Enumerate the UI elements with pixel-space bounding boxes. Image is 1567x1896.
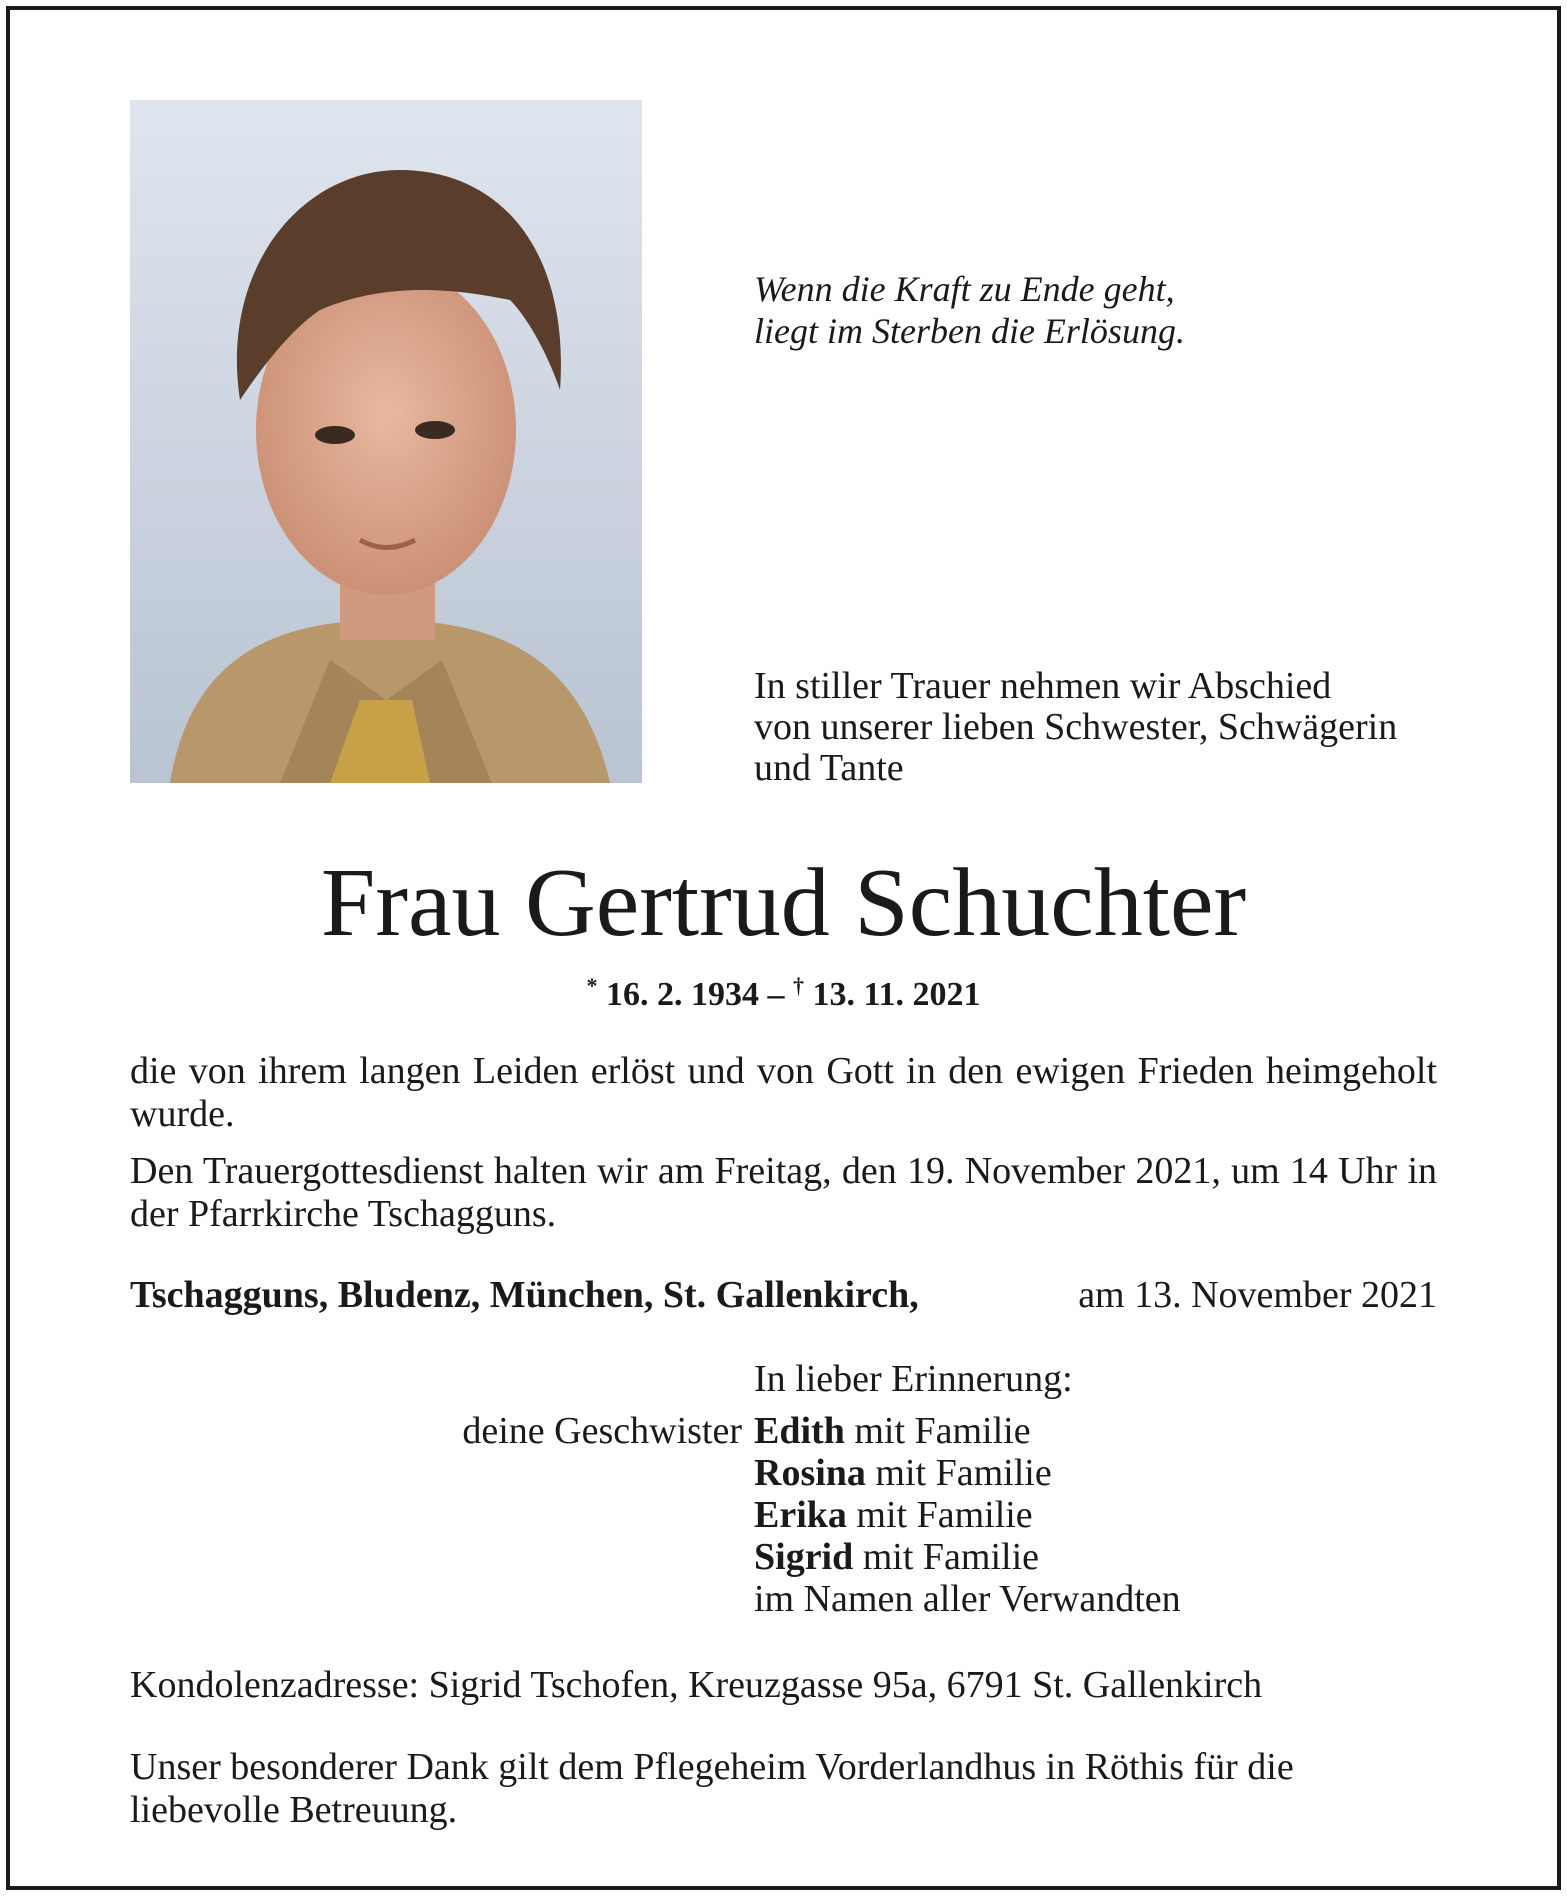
birth-date: 16. 2. 1934	[605, 976, 759, 1013]
service-paragraph: Den Trauergottesdienst halten wir am Freitag, den 19. November 2021, um 14 Uhr in der Pfarrkirche Tschagguns.	[130, 1150, 1437, 1235]
death-mark: †	[792, 973, 804, 998]
notice-date: am 13. November 2021	[1078, 1274, 1437, 1316]
deceased-name: Frau Gertrud Schuchter	[320, 849, 1247, 957]
condolence-address: Kondolenzadresse: Sigrid Tschofen, Kreuzgasse 95a, 6791 St. Gallenkirch	[130, 1664, 1263, 1706]
memory-heading: In lieber Erinnerung:	[754, 1358, 1073, 1400]
motto-line: liegt im Sterben die Erlösung.	[754, 311, 1185, 351]
date-separator: –	[767, 976, 785, 1013]
motto-quote	[754, 268, 1434, 352]
mourner-suffix: mit Familie	[875, 1452, 1052, 1494]
mourner-list	[754, 1410, 1181, 1620]
mourner-name: Erika	[754, 1494, 847, 1536]
mourner-name: Rosina	[754, 1452, 866, 1494]
portrait-photo	[130, 100, 642, 783]
intro-line: und Tante	[754, 747, 904, 789]
birth-mark: *	[586, 973, 598, 998]
mourner-name: Edith	[754, 1410, 845, 1452]
thanks-note: Unser besonderer Dank gilt dem Pflegeheim Vorderlandhus in Röthis für die liebevolle Betreuung.	[130, 1746, 1294, 1831]
place-date-line	[130, 1273, 1437, 1317]
mourner-suffix: mit Familie	[854, 1410, 1031, 1452]
siblings-label: deine Geschwister	[462, 1410, 742, 1452]
mourner-suffix: mit Familie	[856, 1494, 1033, 1536]
intro-line: In stiller Trauer nehmen wir Abschied	[754, 665, 1332, 707]
death-date: 13. 11. 2021	[812, 976, 981, 1013]
mourner-entry	[754, 1452, 1181, 1494]
mourner-suffix: mit Familie	[862, 1536, 1040, 1578]
body-paragraph: die von ihrem langen Leiden erlöst und von Gott in den ewigen Frieden heimgeholt wurde.	[130, 1050, 1437, 1135]
intro-line: von unserer lieben Schwester, Schwägerin	[754, 706, 1398, 748]
mourner-closing: im Namen aller Verwandten	[754, 1578, 1181, 1620]
mourner-entry	[754, 1536, 1181, 1578]
portrait-illustration	[130, 100, 642, 783]
mourner-entry	[754, 1494, 1181, 1536]
locations: Tschagguns, Bludenz, München, St. Gallenkirch,	[130, 1274, 919, 1316]
mourner-entry	[754, 1410, 1181, 1452]
motto-line: Wenn die Kraft zu Ende geht,	[754, 269, 1175, 309]
mourner-name: Sigrid	[754, 1536, 854, 1578]
life-dates	[0, 966, 1567, 1015]
intro-text	[754, 666, 1436, 789]
